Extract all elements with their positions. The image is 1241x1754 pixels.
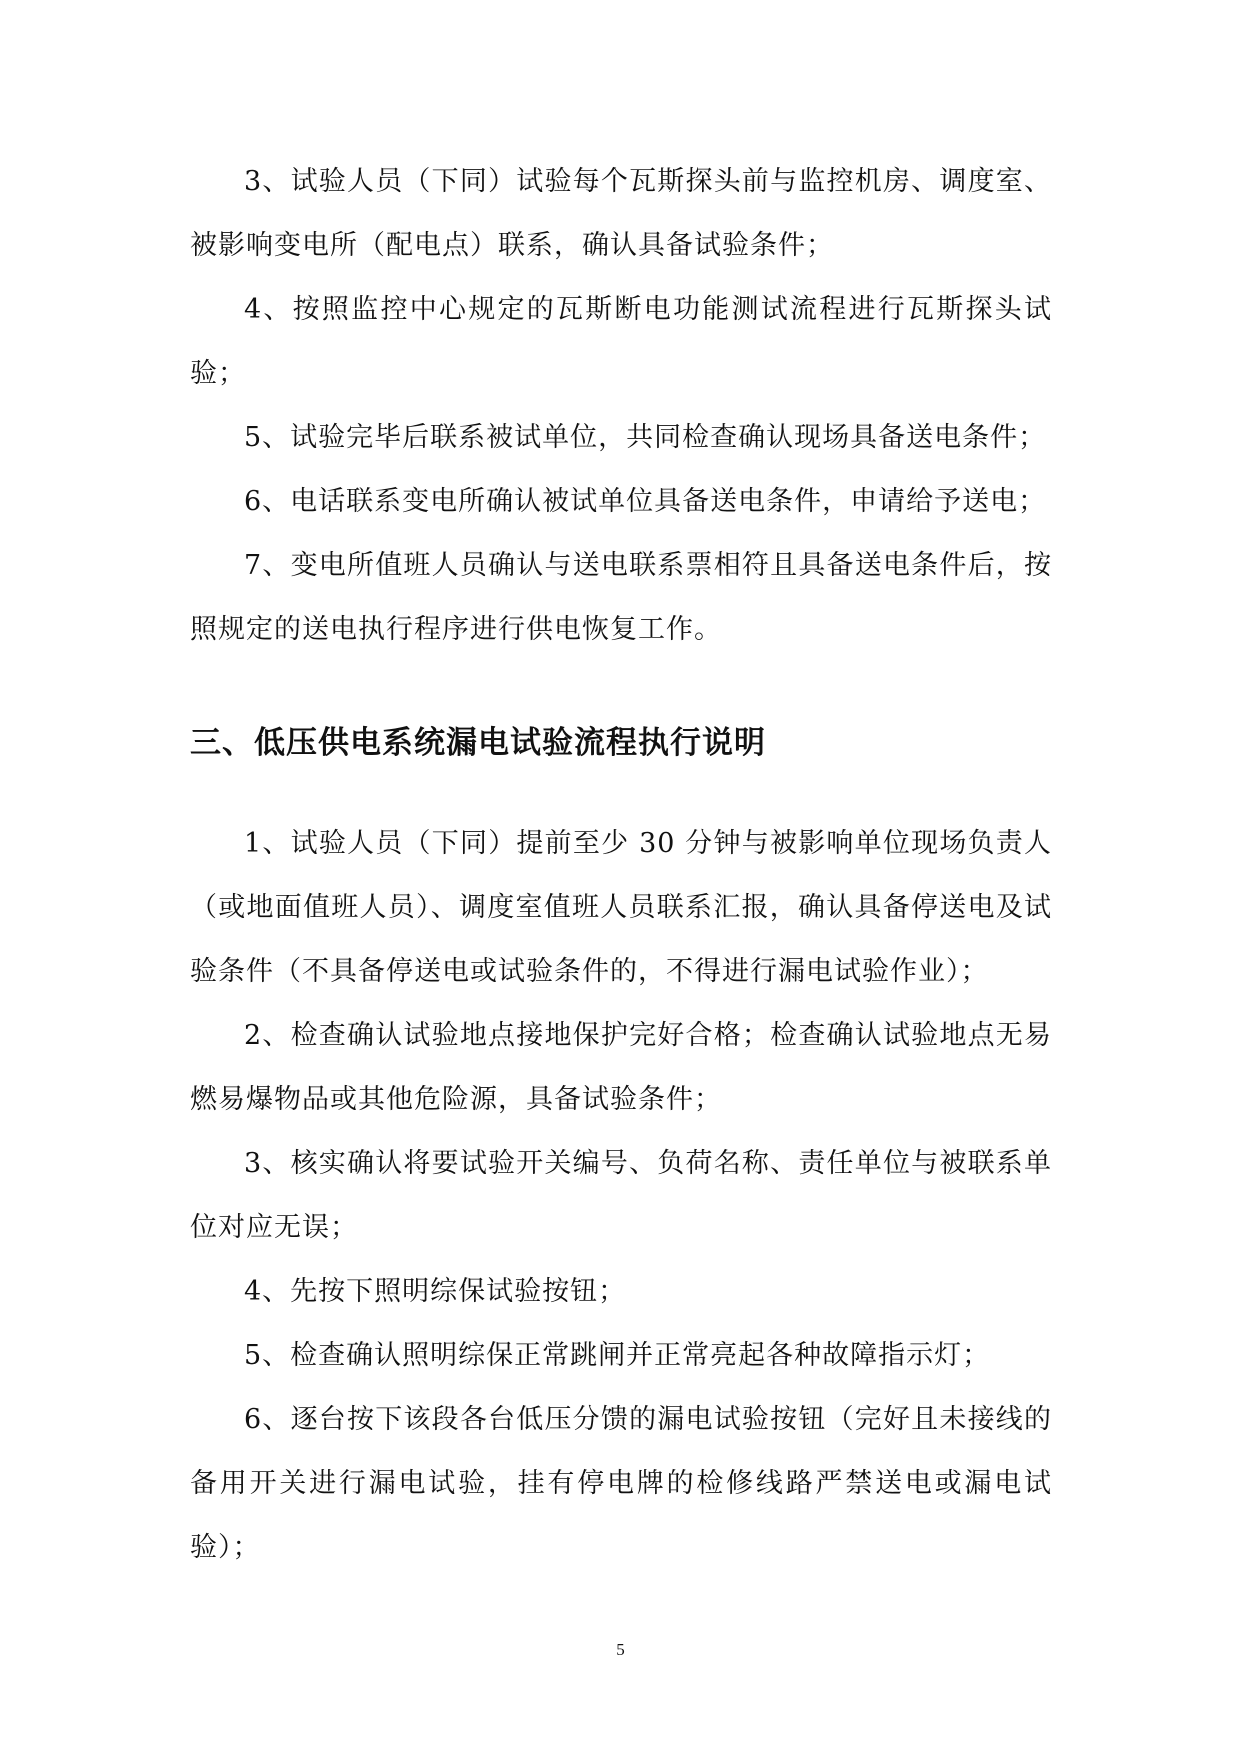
paragraph-item-3: 3、试验人员（下同）试验每个瓦斯探头前与监控机房、调度室、被影响变电所（配电点）联系，确认具备试验条件； <box>190 166 1052 261</box>
paragraph-item-5: 5、试验完毕后联系被试单位，共同检查确认现场具备送电条件； <box>244 422 1047 453</box>
paragraph-item-4: 4、按照监控中心规定的瓦斯断电功能测试流程进行瓦斯探头试验； <box>190 294 1052 389</box>
paragraph-leak-item-2: 2、检查确认试验地点接地保护完好合格；检查确认试验地点无易燃易爆物品或其他危险源，具备试验条件； <box>190 1020 1052 1115</box>
paragraph-leak-item-5: 5、检查确认照明综保正常跳闸并正常亮起各种故障指示灯； <box>244 1340 991 1371</box>
paragraph-leak-item-6: 6、逐台按下该段各台低压分馈的漏电试验按钮（完好且未接线的备用开关进行漏电试验，挂有停电牌的检修线路严禁送电或漏电试验）； <box>190 1404 1052 1563</box>
paragraph-item-6: 6、电话联系变电所确认被试单位具备送电条件，申请给予送电； <box>244 486 1047 517</box>
paragraph-item-7: 7、变电所值班人员确认与送电联系票相符且具备送电条件后，按照规定的送电执行程序进行供电恢复工作。 <box>190 550 1052 645</box>
paragraph-leak-item-4: 4、先按下照明综保试验按钮； <box>244 1276 627 1307</box>
paragraph-leak-item-1: 1、试验人员（下同）提前至少 30 分钟与被影响单位现场负责人（或地面值班人员）、调度室值班人员联系汇报，确认具备停送电及试验条件（不具备停送电或试验条件的，不得进行漏电试验作业）； <box>190 828 1052 987</box>
page-number: 5 <box>616 1640 625 1659</box>
paragraph-leak-item-3: 3、核实确认将要试验开关编号、负荷名称、责任单位与被联系单位对应无误； <box>190 1148 1052 1243</box>
section-heading: 三、低压供电系统漏电试验流程执行说明 <box>190 725 766 761</box>
